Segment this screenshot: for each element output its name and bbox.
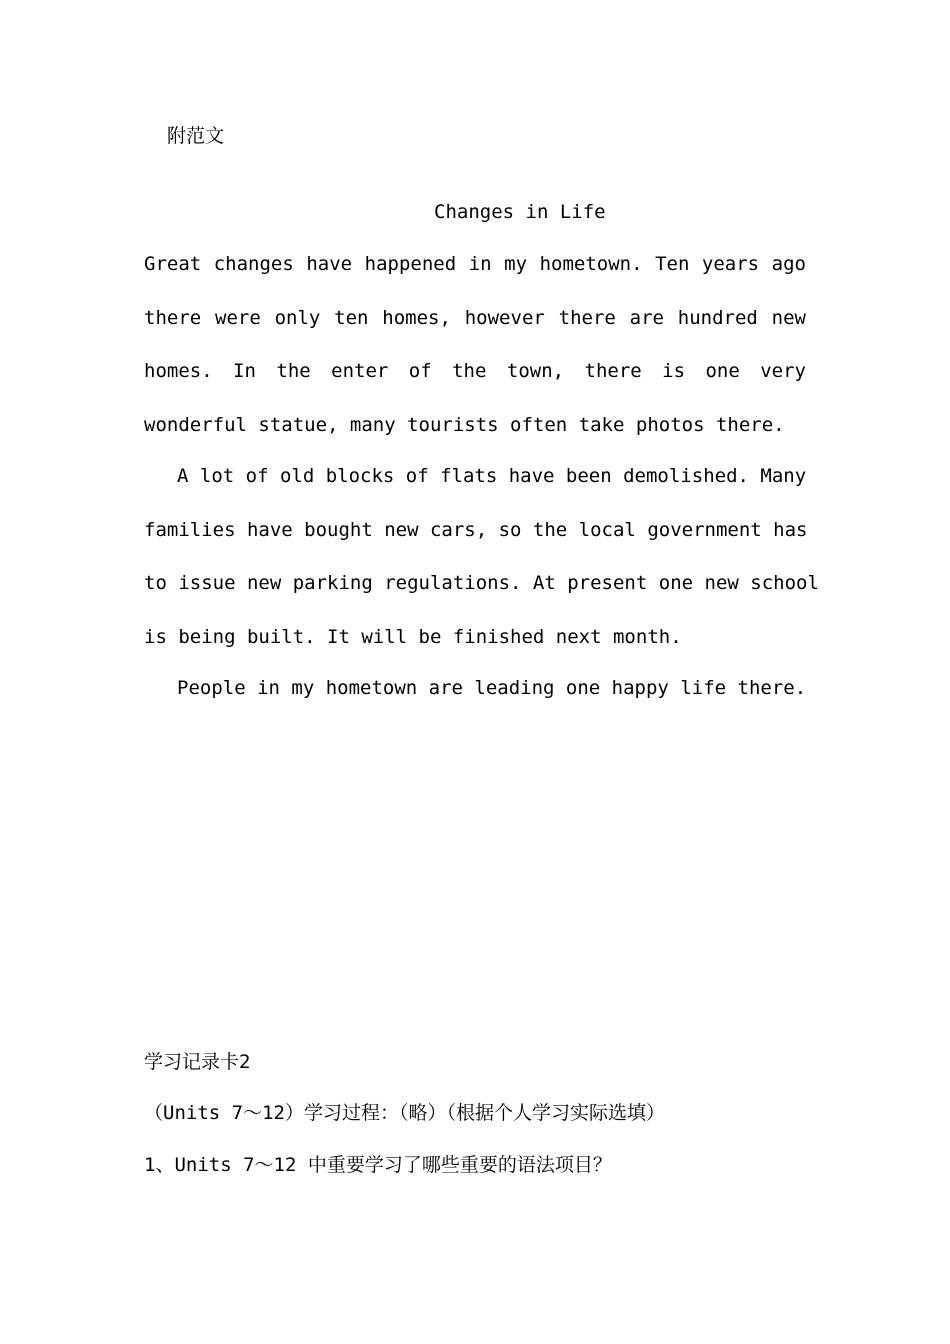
essay-title: Changes in Life: [434, 201, 606, 223]
record-card-question-1: 1、Units 7～12 中重要学习了哪些重要的语法项目？: [144, 1154, 612, 1176]
paragraph-line: Great changes have happened in my hometown. Ten years ago: [144, 253, 806, 275]
record-card-subtitle: （Units 7～12）学习过程：（略）（根据个人学习实际选填）: [144, 1102, 665, 1124]
paragraph-line: is being built. It will be finished next month.: [144, 626, 682, 648]
paragraph-line: A lot of old blocks of flats have been demolished. Many: [177, 465, 807, 487]
paragraph-line: there were only ten homes, however there are hundred new: [144, 307, 806, 329]
paragraph-line: to issue new parking regulations. At present one new school: [144, 572, 819, 594]
paragraph-line: wonderful statue, many tourists often take photos there.: [144, 414, 785, 436]
paragraph-line: People in my hometown are leading one happy life there.: [177, 677, 807, 699]
appendix-label: 附范文: [167, 125, 225, 147]
paragraph-line: homes. In the enter of the town, there is one very: [144, 360, 806, 382]
paragraph-line: families have bought new cars, so the local government has: [144, 519, 808, 541]
record-card-title: 学习记录卡2: [144, 1051, 251, 1073]
